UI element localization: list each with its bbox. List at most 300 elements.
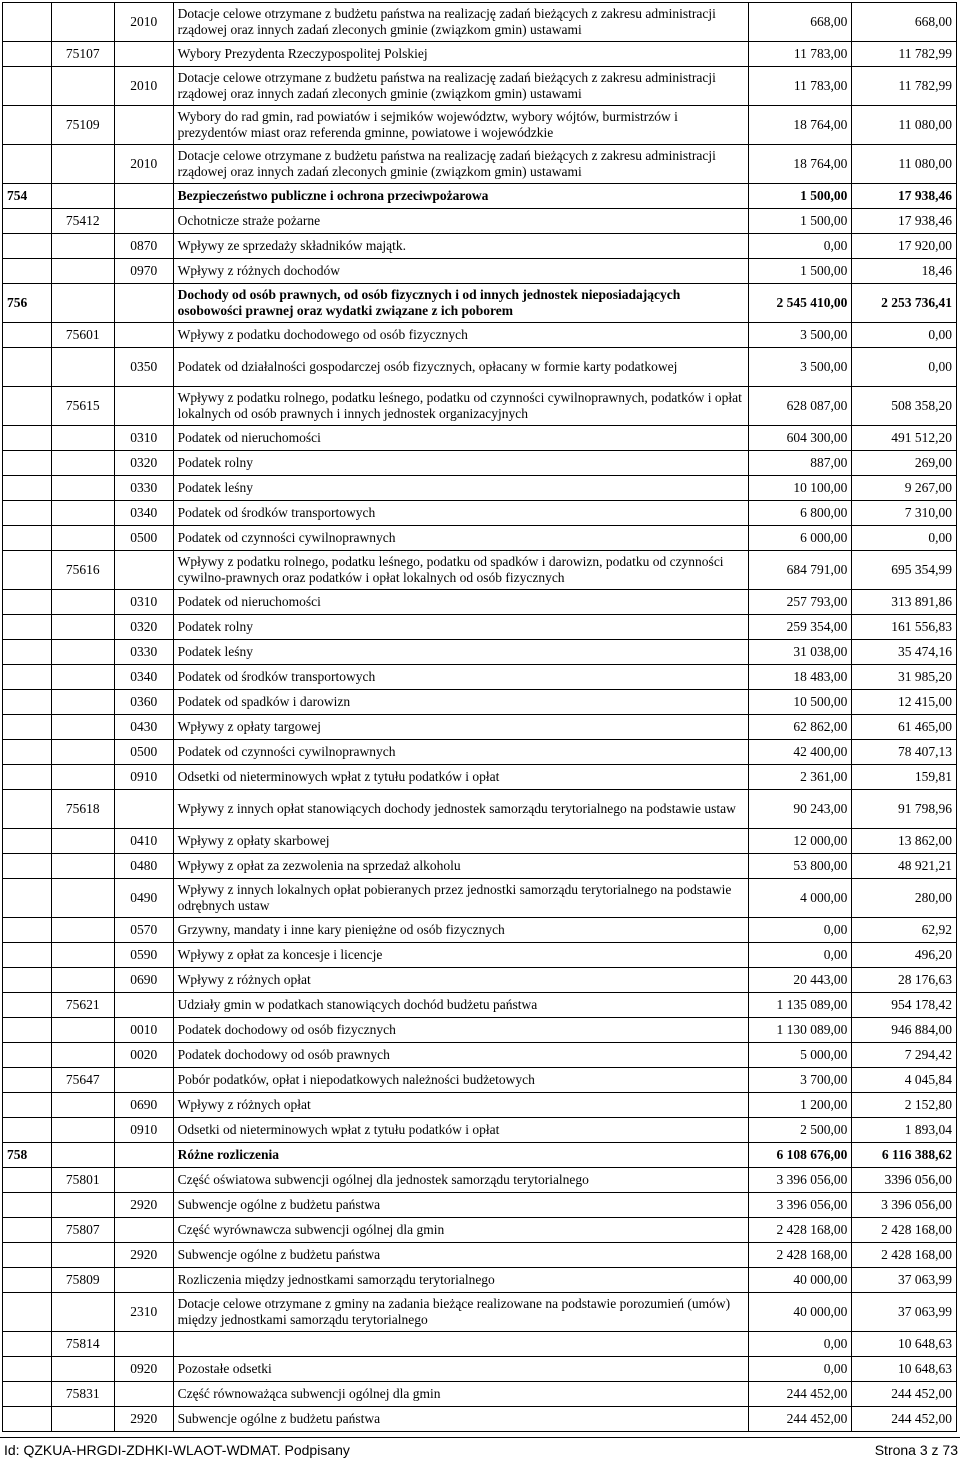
cell-paragraf: 2920: [114, 1243, 173, 1268]
cell-description: Wpływy z różnych opłat: [173, 1093, 748, 1118]
cell-description: Subwencje ogólne z budżetu państwa: [173, 1193, 748, 1218]
cell-description: Podatek rolny: [173, 451, 748, 476]
cell-description: Subwencje ogólne z budżetu państwa: [173, 1407, 748, 1432]
cell-executed-value: 7 294,42: [852, 1043, 957, 1068]
cell-plan-value: 40 000,00: [748, 1268, 852, 1293]
cell-description: Dotacje celowe otrzymane z budżetu państwa na realizację zadań bieżących z zakresu administracji rządowej oraz innych zadań zleconych gminie (związkom gmin) ustawami: [173, 145, 748, 184]
cell-paragraf: 2010: [114, 3, 173, 42]
cell-description: Podatek dochodowy od osób prawnych: [173, 1043, 748, 1068]
cell-rozdzial: 75618: [51, 790, 114, 829]
cell-dzial: [3, 1293, 52, 1332]
cell-paragraf: 0500: [114, 526, 173, 551]
table-row: [3, 715, 957, 740]
cell-paragraf: [114, 1143, 173, 1168]
cell-paragraf: 0340: [114, 665, 173, 690]
cell-rozdzial: 75621: [51, 993, 114, 1018]
cell-rozdzial: [51, 590, 114, 615]
cell-dzial: [3, 740, 52, 765]
table-row: [3, 106, 957, 145]
cell-executed-value: 0,00: [852, 348, 957, 387]
cell-executed-value: 695 354,99: [852, 551, 957, 590]
cell-executed-value: 2 152,80: [852, 1093, 957, 1118]
cell-dzial: [3, 1357, 52, 1382]
cell-paragraf: 2010: [114, 67, 173, 106]
cell-description: Udziały gmin w podatkach stanowiących dochód budżetu państwa: [173, 993, 748, 1018]
cell-rozdzial: [51, 284, 114, 323]
cell-executed-value: 11 080,00: [852, 145, 957, 184]
table-row: [3, 993, 957, 1018]
cell-rozdzial: [51, 426, 114, 451]
cell-plan-value: 3 396 056,00: [748, 1193, 852, 1218]
cell-description: Dotacje celowe otrzymane z budżetu państwa na realizację zadań bieżących z zakresu administracji rządowej oraz innych zadań zleconych gminie (związkom gmin) ustawami: [173, 67, 748, 106]
cell-description: Pobór podatków, opłat i niepodatkowych należności budżetowych: [173, 1068, 748, 1093]
table-row: [3, 1407, 957, 1432]
table-row: [3, 879, 957, 918]
table-row: [3, 590, 957, 615]
cell-plan-value: 1 500,00: [748, 184, 852, 209]
cell-rozdzial: 75616: [51, 551, 114, 590]
cell-executed-value: 7 310,00: [852, 501, 957, 526]
budget-income-table: [2, 2, 957, 1432]
cell-paragraf: 0920: [114, 1357, 173, 1382]
cell-description: Podatek od czynności cywilnoprawnych: [173, 526, 748, 551]
cell-paragraf: 0430: [114, 715, 173, 740]
cell-dzial: [3, 1407, 52, 1432]
cell-dzial: [3, 209, 52, 234]
cell-dzial: 756: [3, 284, 52, 323]
cell-description: Podatek dochodowy od osób fizycznych: [173, 1018, 748, 1043]
cell-executed-value: 159,81: [852, 765, 957, 790]
cell-paragraf: 0020: [114, 1043, 173, 1068]
cell-plan-value: 259 354,00: [748, 615, 852, 640]
cell-rozdzial: [51, 1018, 114, 1043]
cell-rozdzial: 75601: [51, 323, 114, 348]
cell-description: Wpływy z opłat za zezwolenia na sprzedaż alkoholu: [173, 854, 748, 879]
cell-plan-value: 10 500,00: [748, 690, 852, 715]
cell-rozdzial: [51, 145, 114, 184]
cell-plan-value: 53 800,00: [748, 854, 852, 879]
cell-paragraf: 0690: [114, 968, 173, 993]
cell-plan-value: 20 443,00: [748, 968, 852, 993]
cell-dzial: [3, 451, 52, 476]
cell-paragraf: 0690: [114, 1093, 173, 1118]
table-row: [3, 1193, 957, 1218]
cell-paragraf: [114, 284, 173, 323]
cell-description: Pozostałe odsetki: [173, 1357, 748, 1382]
cell-rozdzial: [51, 690, 114, 715]
table-row: [3, 526, 957, 551]
table-row: [3, 1382, 957, 1407]
cell-paragraf: [114, 42, 173, 67]
cell-dzial: [3, 106, 52, 145]
cell-dzial: [3, 790, 52, 829]
cell-paragraf: [114, 1332, 173, 1357]
cell-dzial: [3, 1018, 52, 1043]
cell-plan-value: 18 764,00: [748, 106, 852, 145]
cell-plan-value: 244 452,00: [748, 1382, 852, 1407]
cell-description: Wpływy z podatku dochodowego od osób fizycznych: [173, 323, 748, 348]
cell-dzial: [3, 1193, 52, 1218]
cell-description: Bezpieczeństwo publiczne i ochrona przeciwpożarowa: [173, 184, 748, 209]
cell-description: Podatek od spadków i darowizn: [173, 690, 748, 715]
cell-plan-value: 887,00: [748, 451, 852, 476]
cell-description: Wpływy z opłaty skarbowej: [173, 829, 748, 854]
table-row: [3, 1168, 957, 1193]
cell-executed-value: 0,00: [852, 526, 957, 551]
cell-paragraf: 0340: [114, 501, 173, 526]
cell-dzial: [3, 879, 52, 918]
document-id: Id: QZKUA-HRGDI-ZDHKI-WLAOT-WDMAT. Podpisany: [4, 1442, 350, 1458]
cell-dzial: [3, 590, 52, 615]
cell-rozdzial: [51, 234, 114, 259]
cell-executed-value: 17 938,46: [852, 209, 957, 234]
table-row: [3, 259, 957, 284]
table-row: [3, 42, 957, 67]
cell-rozdzial: [51, 3, 114, 42]
table-row: [3, 551, 957, 590]
table-row: [3, 184, 957, 209]
cell-dzial: [3, 1118, 52, 1143]
cell-paragraf: [114, 993, 173, 1018]
cell-description: Podatek od czynności cywilnoprawnych: [173, 740, 748, 765]
cell-description: Rozliczenia między jednostkami samorządu terytorialnego: [173, 1268, 748, 1293]
cell-description: Odsetki od nieterminowych wpłat z tytułu podatków i opłat: [173, 1118, 748, 1143]
cell-description: Wpływy z różnych dochodów: [173, 259, 748, 284]
cell-executed-value: 10 648,63: [852, 1332, 957, 1357]
cell-paragraf: [114, 1068, 173, 1093]
table-row: [3, 943, 957, 968]
cell-executed-value: 244 452,00: [852, 1407, 957, 1432]
cell-paragraf: [114, 1268, 173, 1293]
cell-executed-value: 17 938,46: [852, 184, 957, 209]
cell-rozdzial: [51, 1093, 114, 1118]
cell-description: [173, 1332, 748, 1357]
cell-paragraf: 0360: [114, 690, 173, 715]
cell-plan-value: 604 300,00: [748, 426, 852, 451]
cell-executed-value: 496,20: [852, 943, 957, 968]
cell-dzial: [3, 67, 52, 106]
cell-plan-value: 0,00: [748, 1357, 852, 1382]
cell-rozdzial: 75807: [51, 1218, 114, 1243]
cell-plan-value: 40 000,00: [748, 1293, 852, 1332]
table-row: [3, 1093, 957, 1118]
table-row: [3, 790, 957, 829]
cell-description: Podatek od nieruchomości: [173, 590, 748, 615]
cell-paragraf: [114, 1218, 173, 1243]
cell-dzial: [3, 476, 52, 501]
cell-rozdzial: [51, 348, 114, 387]
cell-dzial: [3, 526, 52, 551]
cell-dzial: [3, 234, 52, 259]
cell-rozdzial: [51, 1193, 114, 1218]
cell-description: Wpływy z innych lokalnych opłat pobieranych przez jednostki samorządu terytorialnego na podstawie odrębnych ustaw: [173, 879, 748, 918]
cell-executed-value: 91 798,96: [852, 790, 957, 829]
cell-plan-value: 1 500,00: [748, 259, 852, 284]
cell-plan-value: 2 545 410,00: [748, 284, 852, 323]
table-row: [3, 209, 957, 234]
cell-description: Część równoważąca subwencji ogólnej dla gmin: [173, 1382, 748, 1407]
cell-dzial: [3, 665, 52, 690]
cell-rozdzial: [51, 740, 114, 765]
cell-plan-value: 42 400,00: [748, 740, 852, 765]
table-row: [3, 3, 957, 42]
cell-executed-value: 61 465,00: [852, 715, 957, 740]
cell-dzial: [3, 501, 52, 526]
cell-executed-value: 244 452,00: [852, 1382, 957, 1407]
cell-dzial: [3, 690, 52, 715]
table-row: [3, 968, 957, 993]
table-row: [3, 67, 957, 106]
cell-plan-value: 6 108 676,00: [748, 1143, 852, 1168]
table-row: [3, 284, 957, 323]
cell-paragraf: [114, 209, 173, 234]
cell-dzial: [3, 854, 52, 879]
cell-plan-value: 18 764,00: [748, 145, 852, 184]
cell-plan-value: 0,00: [748, 1332, 852, 1357]
cell-rozdzial: [51, 918, 114, 943]
cell-rozdzial: [51, 259, 114, 284]
cell-paragraf: [114, 1168, 173, 1193]
cell-paragraf: 0500: [114, 740, 173, 765]
cell-rozdzial: [51, 879, 114, 918]
cell-dzial: [3, 3, 52, 42]
cell-description: Wpływy z podatku rolnego, podatku leśnego, podatku od czynności cywilnoprawnych, podatków i opłat lokalnych od osób prawnych i innych jednostek organizacyjnych: [173, 387, 748, 426]
cell-rozdzial: [51, 476, 114, 501]
cell-dzial: 754: [3, 184, 52, 209]
cell-plan-value: 6 800,00: [748, 501, 852, 526]
cell-executed-value: 62,92: [852, 918, 957, 943]
cell-rozdzial: [51, 1357, 114, 1382]
cell-rozdzial: 75412: [51, 209, 114, 234]
cell-rozdzial: [51, 854, 114, 879]
cell-plan-value: 3 396 056,00: [748, 1168, 852, 1193]
cell-dzial: [3, 145, 52, 184]
cell-plan-value: 0,00: [748, 943, 852, 968]
table-row: [3, 1068, 957, 1093]
cell-description: Grzywny, mandaty i inne kary pieniężne od osób fizycznych: [173, 918, 748, 943]
cell-rozdzial: [51, 526, 114, 551]
cell-dzial: [3, 42, 52, 67]
cell-plan-value: 244 452,00: [748, 1407, 852, 1432]
cell-plan-value: 1 135 089,00: [748, 993, 852, 1018]
cell-paragraf: 0910: [114, 1118, 173, 1143]
cell-paragraf: 0480: [114, 854, 173, 879]
cell-rozdzial: 75831: [51, 1382, 114, 1407]
cell-executed-value: 269,00: [852, 451, 957, 476]
table-row: [3, 1293, 957, 1332]
cell-executed-value: 946 884,00: [852, 1018, 957, 1043]
cell-executed-value: 508 358,20: [852, 387, 957, 426]
cell-dzial: [3, 1243, 52, 1268]
cell-description: Podatek od środków transportowych: [173, 501, 748, 526]
cell-plan-value: 62 862,00: [748, 715, 852, 740]
cell-description: Wpływy z opłat za koncesje i licencje: [173, 943, 748, 968]
cell-plan-value: 2 428 168,00: [748, 1243, 852, 1268]
cell-paragraf: 0330: [114, 640, 173, 665]
cell-rozdzial: [51, 67, 114, 106]
cell-executed-value: 12 415,00: [852, 690, 957, 715]
cell-paragraf: [114, 387, 173, 426]
table-row: [3, 640, 957, 665]
cell-paragraf: [114, 790, 173, 829]
cell-dzial: [3, 1382, 52, 1407]
cell-executed-value: 18,46: [852, 259, 957, 284]
cell-rozdzial: [51, 1043, 114, 1068]
cell-plan-value: 1 130 089,00: [748, 1018, 852, 1043]
cell-description: Wpływy z podatku rolnego, podatku leśnego, podatku od spadków i darowizn, podatku od czynności cywilno-prawnych oraz podatków i opłat lokalnych od osób fizycznych: [173, 551, 748, 590]
cell-dzial: [3, 715, 52, 740]
cell-dzial: [3, 918, 52, 943]
cell-paragraf: [114, 184, 173, 209]
cell-plan-value: 11 783,00: [748, 67, 852, 106]
cell-paragraf: 0320: [114, 451, 173, 476]
table-row: [3, 740, 957, 765]
table-body: [3, 3, 957, 1432]
cell-plan-value: 628 087,00: [748, 387, 852, 426]
cell-executed-value: 668,00: [852, 3, 957, 42]
table-row: [3, 1143, 957, 1168]
cell-description: Różne rozliczenia: [173, 1143, 748, 1168]
cell-rozdzial: 75801: [51, 1168, 114, 1193]
cell-dzial: [3, 1068, 52, 1093]
cell-executed-value: 31 985,20: [852, 665, 957, 690]
cell-plan-value: 3 500,00: [748, 348, 852, 387]
cell-description: Odsetki od nieterminowych wpłat z tytułu podatków i opłat: [173, 765, 748, 790]
cell-executed-value: 313 891,86: [852, 590, 957, 615]
table-row: [3, 476, 957, 501]
cell-rozdzial: 75809: [51, 1268, 114, 1293]
table-row: [3, 918, 957, 943]
cell-description: Dotacje celowe otrzymane z gminy na zadania bieżące realizowane na podstawie porozumień (umów) między jednostkami samorządu terytorialnego: [173, 1293, 748, 1332]
table-row: [3, 145, 957, 184]
cell-plan-value: 2 500,00: [748, 1118, 852, 1143]
table-row: [3, 829, 957, 854]
cell-description: Wpływy z innych opłat stanowiących dochody jednostek samorządu terytorialnego na podstawie ustaw: [173, 790, 748, 829]
cell-dzial: [3, 551, 52, 590]
cell-rozdzial: 75814: [51, 1332, 114, 1357]
cell-executed-value: 13 862,00: [852, 829, 957, 854]
cell-executed-value: 491 512,20: [852, 426, 957, 451]
cell-description: Wpływy z opłaty targowej: [173, 715, 748, 740]
cell-paragraf: 0490: [114, 879, 173, 918]
cell-rozdzial: [51, 968, 114, 993]
cell-paragraf: 0310: [114, 426, 173, 451]
cell-rozdzial: [51, 1143, 114, 1168]
cell-description: Subwencje ogólne z budżetu państwa: [173, 1243, 748, 1268]
cell-plan-value: 0,00: [748, 918, 852, 943]
cell-dzial: [3, 387, 52, 426]
cell-rozdzial: [51, 451, 114, 476]
cell-dzial: [3, 1168, 52, 1193]
cell-dzial: [3, 640, 52, 665]
cell-plan-value: 5 000,00: [748, 1043, 852, 1068]
cell-rozdzial: [51, 829, 114, 854]
cell-executed-value: 11 782,99: [852, 42, 957, 67]
cell-description: Ochotnicze straże pożarne: [173, 209, 748, 234]
footer-divider: [0, 1437, 960, 1438]
cell-plan-value: 18 483,00: [748, 665, 852, 690]
cell-executed-value: 954 178,42: [852, 993, 957, 1018]
cell-description: Dotacje celowe otrzymane z budżetu państwa na realizację zadań bieżących z zakresu administracji rządowej oraz innych zadań zleconych gminie (związkom gmin) ustawami: [173, 3, 748, 42]
cell-description: Podatek leśny: [173, 640, 748, 665]
cell-dzial: 758: [3, 1143, 52, 1168]
cell-paragraf: 0870: [114, 234, 173, 259]
cell-executed-value: 2 253 736,41: [852, 284, 957, 323]
cell-paragraf: 0410: [114, 829, 173, 854]
cell-executed-value: 9 267,00: [852, 476, 957, 501]
cell-executed-value: 2 428 168,00: [852, 1218, 957, 1243]
cell-plan-value: 11 783,00: [748, 42, 852, 67]
cell-dzial: [3, 1043, 52, 1068]
cell-description: Podatek rolny: [173, 615, 748, 640]
cell-plan-value: 3 500,00: [748, 323, 852, 348]
cell-description: Wybory Prezydenta Rzeczypospolitej Polskiej: [173, 42, 748, 67]
cell-plan-value: 257 793,00: [748, 590, 852, 615]
cell-executed-value: 11 080,00: [852, 106, 957, 145]
cell-rozdzial: [51, 715, 114, 740]
cell-paragraf: 2310: [114, 1293, 173, 1332]
cell-description: Wybory do rad gmin, rad powiatów i sejmików województw, wybory wójtów, burmistrzów i prezydentów miast oraz referenda gminne, powiatowe i wojewódzkie: [173, 106, 748, 145]
cell-rozdzial: 75647: [51, 1068, 114, 1093]
page-number: Strona 3 z 73: [874, 1442, 958, 1458]
cell-rozdzial: [51, 1243, 114, 1268]
cell-rozdzial: 75109: [51, 106, 114, 145]
cell-executed-value: 35 474,16: [852, 640, 957, 665]
cell-executed-value: 3 396 056,00: [852, 1193, 957, 1218]
table-row: [3, 1218, 957, 1243]
cell-paragraf: 2920: [114, 1407, 173, 1432]
cell-executed-value: 37 063,99: [852, 1293, 957, 1332]
cell-plan-value: 3 700,00: [748, 1068, 852, 1093]
cell-dzial: [3, 1093, 52, 1118]
table-row: [3, 426, 957, 451]
cell-executed-value: 1 893,04: [852, 1118, 957, 1143]
cell-executed-value: 78 407,13: [852, 740, 957, 765]
cell-description: Podatek od działalności gospodarczej osób fizycznych, opłacany w formie karty podatkowej: [173, 348, 748, 387]
cell-executed-value: 0,00: [852, 323, 957, 348]
table-row: [3, 451, 957, 476]
cell-rozdzial: 75615: [51, 387, 114, 426]
cell-dzial: [3, 943, 52, 968]
cell-paragraf: 0590: [114, 943, 173, 968]
table-row: [3, 615, 957, 640]
cell-dzial: [3, 426, 52, 451]
cell-dzial: [3, 829, 52, 854]
cell-plan-value: 6 000,00: [748, 526, 852, 551]
table-row: [3, 665, 957, 690]
table-row: [3, 1043, 957, 1068]
table-row: [3, 690, 957, 715]
cell-plan-value: 10 100,00: [748, 476, 852, 501]
cell-rozdzial: [51, 501, 114, 526]
cell-executed-value: 17 920,00: [852, 234, 957, 259]
table-row: [3, 1357, 957, 1382]
cell-description: Wpływy z różnych opłat: [173, 968, 748, 993]
cell-dzial: [3, 968, 52, 993]
table-row: [3, 765, 957, 790]
cell-rozdzial: [51, 1118, 114, 1143]
cell-executed-value: 4 045,84: [852, 1068, 957, 1093]
cell-executed-value: 161 556,83: [852, 615, 957, 640]
cell-plan-value: 4 000,00: [748, 879, 852, 918]
table-row: [3, 1243, 957, 1268]
cell-executed-value: 6 116 388,62: [852, 1143, 957, 1168]
cell-description: Dochody od osób prawnych, od osób fizycznych i od innych jednostek nieposiadających osobowości prawnej oraz wydatki związane z ich poborem: [173, 284, 748, 323]
table-row: [3, 854, 957, 879]
cell-dzial: [3, 259, 52, 284]
cell-paragraf: 2920: [114, 1193, 173, 1218]
cell-rozdzial: [51, 640, 114, 665]
